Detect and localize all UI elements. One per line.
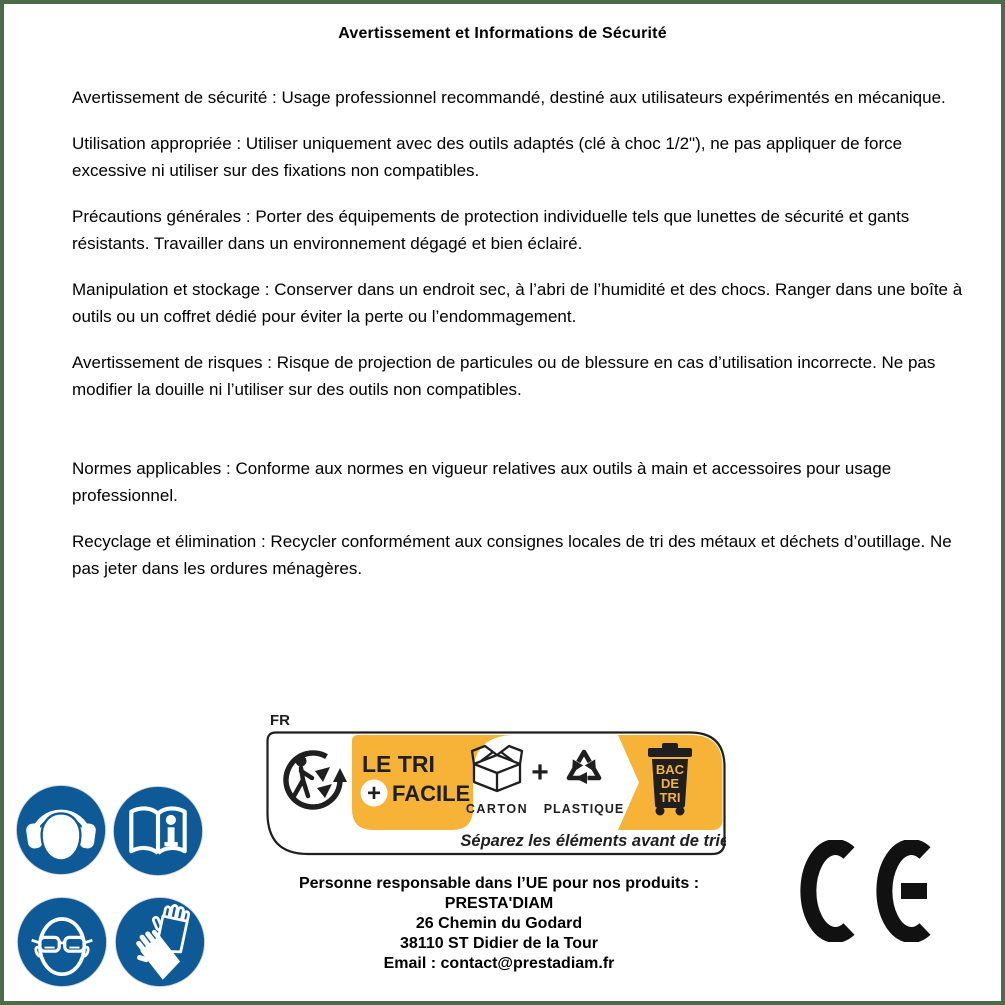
paragraph-applicable-standards: Normes applicables : Conforme aux normes en vigueur relatives aux outils à main et accessoires pour usage professionnel.	[72, 459, 892, 505]
paragraph-general-precautions: Précautions générales : Porter des équipements de protection individuelle tels que lunettes de sécurité et gants résistants. Travailler dans un environnement dégagé et bien éclairé.	[72, 207, 910, 253]
responsible-email: Email : contact@prestadiam.fr	[383, 955, 615, 972]
bin-text-bac: BAC	[655, 762, 685, 777]
le-tri-facile-label	[266, 731, 726, 861]
safety-text-block	[72, 84, 980, 582]
material-carton-label: CARTON	[465, 802, 529, 816]
wear-ear-protection-icon	[15, 784, 107, 881]
responsible-street: 26 Chemin du Godard	[415, 915, 583, 932]
bin-text-de: DE	[660, 776, 680, 791]
eu-responsible-block	[268, 874, 730, 974]
paragraph-handling-storage: Manipulation et stockage : Conserver dans un endroit sec, à l’abri de l’humidité et des chocs. Ranger dans une boîte à outils ou un coffret dédié pour éviter la perte ou l’endommagement.	[72, 280, 963, 326]
label-footnote: Séparez les éléments avant de trier	[460, 832, 726, 850]
bin-text-tri: TRI	[659, 790, 681, 805]
wear-eye-protection-icon	[16, 896, 108, 993]
paragraph-risk-warning: Avertissement de risques : Risque de projection de particules ou de blessure en cas d’utilisation incorrecte. Ne pas modifier la douille ni l’utiliser sur des outils non compatibles.	[72, 353, 936, 399]
plus-badge: +	[366, 780, 382, 807]
headline-facile: FACILE	[392, 781, 471, 806]
read-instruction-manual-icon	[112, 785, 204, 882]
ce-marking	[797, 840, 942, 947]
material-plastique-label: PLASTIQUE	[543, 802, 625, 816]
wear-protective-gloves-icon	[114, 896, 206, 993]
country-code-label: FR	[270, 712, 290, 729]
paragraph-safety-warning: Avertissement de sécurité : Usage professionnel recommandé, destiné aux utilisateurs expérimentés en mécanique.	[72, 88, 946, 107]
paragraph-recycling-disposal: Recyclage et élimination : Recycler conformément aux consignes locales de tri des métaux et déchets d’outillage. Ne pas jeter dans les ordures ménagères.	[72, 532, 952, 578]
paragraph-proper-use: Utilisation appropriée : Utiliser uniquement avec des outils adaptés (clé à choc 1/2"), ne pas appliquer de force excessive ni utiliser sur des fixations non compatibles.	[72, 134, 903, 180]
page-title: Avertissement et Informations de Sécurité	[338, 25, 667, 42]
responsible-intro: Personne responsable dans l’UE pour nos produits :	[298, 875, 700, 892]
recycling-sorting-label-graphic	[266, 731, 726, 856]
materials-plus-sign: +	[531, 756, 549, 789]
responsible-company: PRESTA'DIAM	[444, 895, 554, 912]
responsible-city: 38110 ST Didier de la Tour	[400, 935, 598, 952]
headline-le-tri: LE TRI	[362, 751, 435, 777]
